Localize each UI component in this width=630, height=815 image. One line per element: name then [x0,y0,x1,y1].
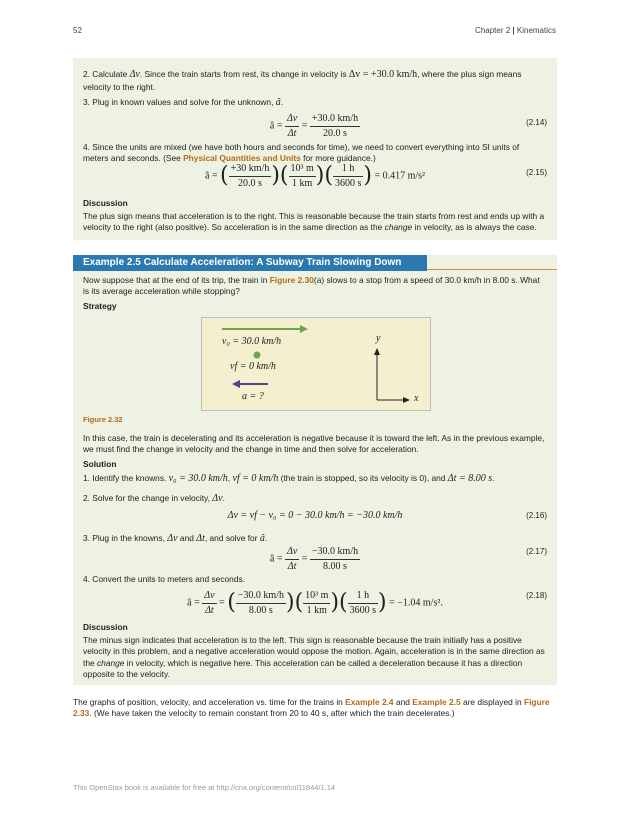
figure-2-33-link[interactable]: Figure 2.33 [73,697,550,719]
solution-step-2: 2. Solve for the change in velocity, Δv. [83,493,225,504]
equation-2-17: â = $\frac{\Delta v}{\Delta t}$ = $\frac{-30.0 km/h}{8.00 s}$ [269,546,359,572]
running-header [475,26,556,37]
equation-2-16: Δv = vf − v₀ = 0 − 30.0 km/h = −30.0 km/h [227,510,403,521]
example-title: Example 2.5 Calculate Acceleration: A Subway Train Slowing Down [73,255,427,271]
equation-2-18: â = $\frac{\Delta v}{\Delta t}$ = ( $\frac{-30.0 km/h}{8.00 s}$ )( $\frac{\text{10³ m}}{1 km}$ )( $\frac{1 h}{3600 s}$ ) = −1.04 m/s². [187,590,443,616]
equation-label: (2.14) [526,118,547,127]
x-axis-arrowhead [403,397,410,403]
example-2-5-link[interactable]: Example 2.5 [412,697,461,707]
chapter-label: Chapter 2 [475,26,511,35]
figure-caption: Figure 2.32 [83,415,123,424]
title-rule [427,269,557,270]
equation-label: (2.17) [526,547,547,556]
discussion-text: The minus sign indicates that acceleration is to the left. This sign is reasonable because the train initially has a positive velocity in this problem, and a negative acceleration would oppose the motion. Again, acceleration is in the same direction as the change in velocity, which is negative here. This acceleration can be called a deceleration because it has a direction opposite to the velocity. [83,635,545,680]
physical-quantities-link[interactable]: Physical Quantities and Units [183,153,301,164]
page-number: 52 [73,26,82,35]
step-2-text: 2. Calculate Δv. Since the train starts from rest, its change in velocity is Δv = +30.0 km/h, where the plus sign means velocity to the right. [83,69,522,92]
example-2-5 [73,255,557,685]
strategy-heading: Strategy [83,301,117,311]
equation-2-15: â = ( $\frac{+30 km/h}{20.0 s}$ )( $\frac{\text{10³ m}}{1 km}$ )( $\frac{1 h}{3600 s}$ ) = 0.417 m/s² [204,163,426,189]
step-3-text: 3. Plug in known values and solve for the unknown, â. [83,97,284,108]
y-axis-arrowhead [374,348,380,355]
equation-label: (2.15) [526,168,547,177]
y-axis-label: y [376,333,381,344]
graphs-paragraph: The graphs of position, velocity, and acceleration vs. time for the trains in Example 2.4 and Example 2.5 are displayed in Figure 2.33. (We have taken the velocity to remain constant from 20 to 40 s, after which the train decelerates.) [73,697,550,719]
final-velocity-dot [254,352,261,359]
header-separator: | [510,26,517,35]
acceleration-label: a = ? [242,391,264,402]
solution-step-1: 1. Identify the knowns. v₀ = 30.0 km/h, vf = 0 km/h (the train is stopped, so its velocity is 0), and Δt = 8.00 s. [83,473,495,484]
example-2-4-continued [73,58,557,240]
final-velocity-label: vf = 0 km/h [230,361,276,372]
solution-heading: Solution [83,459,117,469]
solution-step-4: 4. Convert the units to meters and seconds. [83,574,246,584]
figure-2-30-link[interactable]: Figure 2.30 [269,275,314,285]
paragraph-deceleration: In this case, the train is decelerating and its acceleration is negative because it is toward the left. As in the previous example, we must find the change in velocity and the change in time and then solve for acceleration. [83,433,545,455]
step-4-text: 4. Since the units are mixed (we have both hours and seconds for time), we need to convert everything into SI units of meters and seconds. (See Physical Quantities and Units for more guidance.) [83,142,520,164]
discussion-text: The plus sign means that acceleration is to the right. This is reasonable because the train starts from rest and ends up with a velocity to the right (also positive). So acceleration is in the same direction as the change in velocity, as is always the case. [83,211,545,233]
equation-label: (2.16) [526,511,547,520]
page-footer: This OpenStax book is available for free at http://cnx.org/content/col11844/1.14 [73,783,336,792]
subway-train-figure [201,317,431,411]
x-axis-label: x [414,393,419,404]
equation-2-14: â = $\frac{\Delta v}{\Delta t}$ = $\frac{+30.0 km/h}{20.0 s}$ [269,113,359,139]
equation-label: (2.18) [526,591,547,600]
example-2-4-link[interactable]: Example 2.4 [345,697,394,707]
solution-step-3: 3. Plug in the knowns, Δv and Δt, and solve for â. [83,533,268,544]
initial-velocity-arrowhead [300,325,308,333]
acceleration-arrowhead [232,380,240,388]
initial-velocity-label: v₀ = 30.0 km/h [222,336,282,347]
section-label: Kinematics [516,26,556,35]
discussion-heading: Discussion [83,622,128,632]
discussion-heading: Discussion [83,198,128,208]
example-intro: Now suppose that at the end of its trip, the train in Figure 2.30(a) slows to a stop from a speed of 30.0 km/h in 8.00 s. What is its average acceleration while stopping? [83,275,540,297]
